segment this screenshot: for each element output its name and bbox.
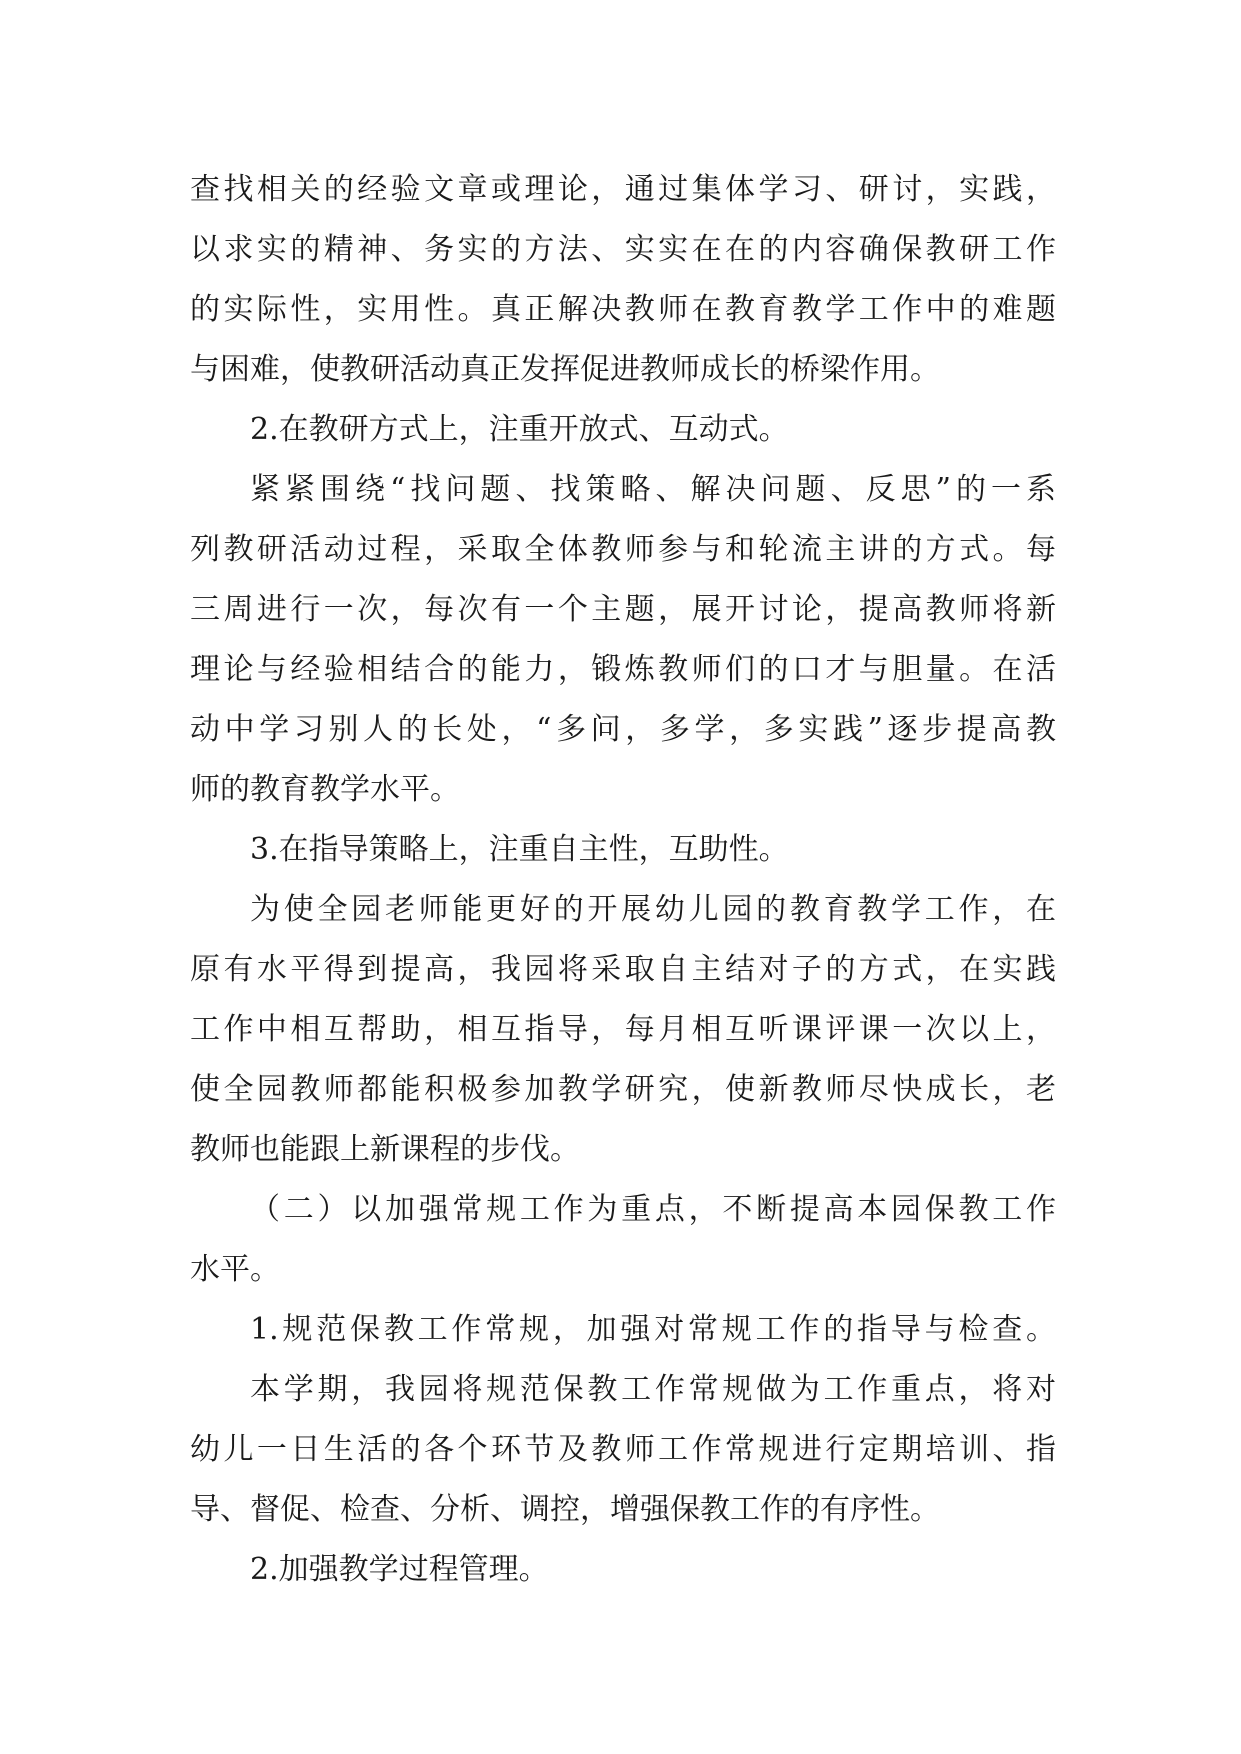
text-line: 的实际性，实用性。真正解决教师在教育教学工作中的难题 — [190, 292, 1056, 327]
text-line: 使全园教师都能积极参加教学研究，使新教师尽快成长，老 — [190, 1072, 1056, 1107]
section-heading-continuation: 水平。 — [190, 1252, 280, 1287]
list-item-heading: 2.在教研方式上，注重开放式、互动式。 — [250, 412, 789, 447]
text-line: 与困难，使教研活动真正发挥促进教师成长的桥梁作用。 — [190, 352, 940, 387]
text-line: 三周进行一次，每次有一个主题，展开讨论，提高教师将新 — [190, 592, 1056, 627]
list-item-heading: 3.在指导策略上，注重自主性，互助性。 — [250, 832, 789, 867]
list-item-heading: 1.规范保教工作常规，加强对常规工作的指导与检查。 — [250, 1312, 1056, 1347]
text-line: 工作中相互帮助，相互指导，每月相互听课评课一次以上， — [190, 1012, 1056, 1047]
text-line: 本学期，我园将规范保教工作常规做为工作重点，将对 — [250, 1372, 1056, 1407]
text-line: 师的教育教学水平。 — [190, 772, 460, 807]
list-item-heading: 2.加强教学过程管理。 — [250, 1552, 549, 1587]
text-line: 查找相关的经验文章或理论，通过集体学习、研讨，实践， — [190, 172, 1056, 207]
text-line: 理论与经验相结合的能力，锻炼教师们的口才与胆量。在活 — [190, 652, 1056, 687]
text-line: 列教研活动过程，采取全体教师参与和轮流主讲的方式。每 — [190, 532, 1056, 567]
text-line: 以求实的精神、务实的方法、实实在在的内容确保教研工作 — [190, 232, 1056, 267]
text-line: 为使全园老师能更好的开展幼儿园的教育教学工作，在 — [250, 892, 1056, 927]
text-line: 原有水平得到提高，我园将采取自主结对子的方式，在实践 — [190, 952, 1056, 987]
section-heading: （二）以加强常规工作为重点，不断提高本园保教工作 — [250, 1192, 1056, 1227]
text-line: 幼儿一日生活的各个环节及教师工作常规进行定期培训、指 — [190, 1432, 1056, 1467]
text-line: 导、督促、检查、分析、调控，增强保教工作的有序性。 — [190, 1492, 940, 1527]
text-line: 紧紧围绕“找问题、找策略、解决问题、反思”的一系 — [250, 472, 1056, 507]
document-body — [190, 160, 1056, 1600]
text-line: 教师也能跟上新课程的步伐。 — [190, 1132, 580, 1167]
text-line: 动中学习别人的长处，“多问，多学，多实践”逐步提高教 — [190, 712, 1056, 747]
